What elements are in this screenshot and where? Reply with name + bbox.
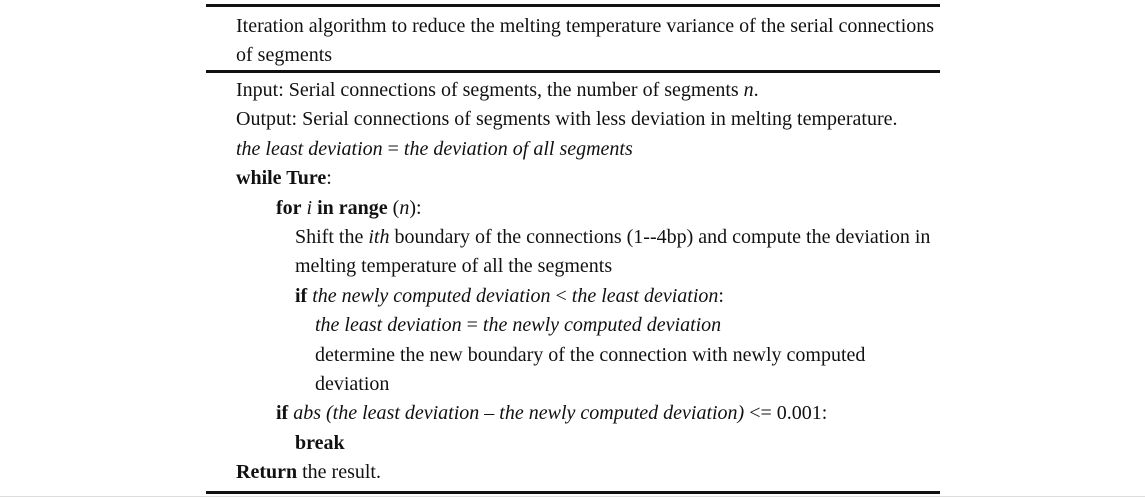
return-keyword: Return [236,461,298,484]
if-keyword: if [295,284,308,307]
assign-lhs: the least deviation [315,314,462,337]
return-rest: the result. [297,461,381,484]
if-colon: : [718,284,724,307]
caption-line-2: of segments [236,44,333,66]
algorithm-body [206,73,940,488]
init-lhs: the least deviation [236,137,383,160]
if-line [206,282,940,311]
input-line [206,76,940,105]
algorithm-caption [206,7,940,70]
shift-ith: ith [368,226,390,249]
caption-line-1: Iteration algorithm to reduce the melting temperature variance of the serial connections [236,15,935,37]
bottom-rule [206,491,940,494]
algorithm-box [206,4,940,494]
shift-pre: Shift the [295,226,369,249]
for-var-i: i [306,196,313,219]
break-line [206,429,940,458]
for-keyword: for [276,196,302,219]
while-colon: : [326,167,332,190]
if-cond-a: the newly computed deviation [312,284,551,307]
while-line [206,164,940,193]
if-abs-keyword: if [276,402,289,425]
in-range-keyword: in range [317,196,388,219]
determine-line-2: deviation [315,373,390,396]
if-cond-b: the least deviation [571,284,719,307]
assign-line [206,311,940,340]
shift-line-2: melting temperature of all the segments [295,255,613,278]
for-line [206,194,940,223]
determine-line: determine the new boundary of the connection with newly computed [315,343,866,366]
shift-line [206,223,940,252]
if-op: < [550,284,572,307]
if-abs-line [206,399,940,428]
input-end: . [753,79,759,101]
for-arg-open: ( [387,196,400,219]
for-arg-close: ): [409,196,422,219]
while-keyword: while Ture [236,167,327,190]
input-text: Input: Serial connections of segments, the number of segments [236,79,744,101]
init-line [206,135,940,164]
for-arg-n: n [399,196,410,219]
init-op: = [382,137,404,160]
return-line [206,458,940,487]
output-line: Output: Serial connections of segments with less deviation in melting temperature. [236,108,898,131]
break-keyword: break [295,431,345,454]
abs-expression: abs (the least deviation – the newly computed deviation) [293,402,745,425]
init-rhs: the deviation of all segments [403,137,633,160]
shift-post: boundary of the connections (1--4bp) and compute the deviation in [389,226,931,249]
abs-threshold: <= 0.001: [744,402,828,425]
input-var-n: n [743,79,754,101]
assign-op: = [461,314,483,337]
assign-rhs: the newly computed deviation [482,314,722,337]
